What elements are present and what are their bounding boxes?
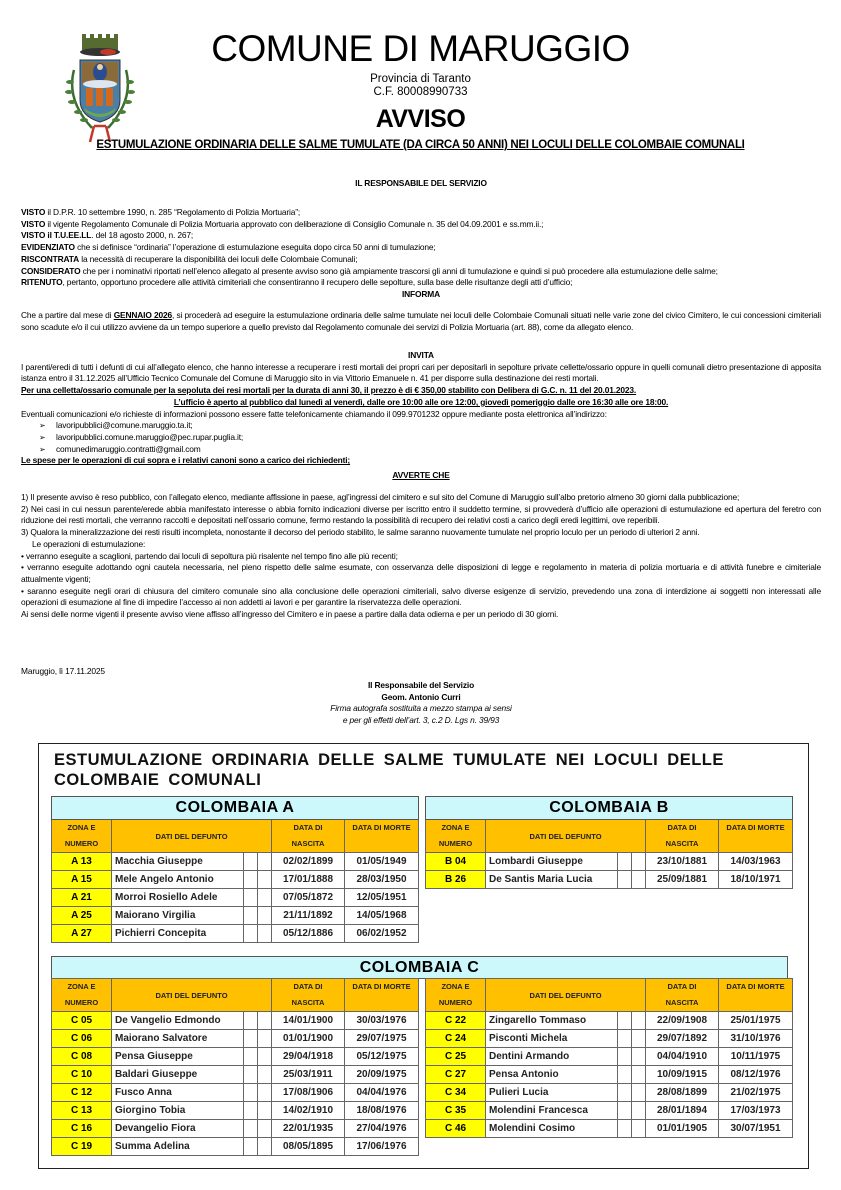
table-row (426, 871, 793, 889)
operation-item: • saranno eseguite negli orari di chiusura del cimitero comunale sino alla conclusione delle operazioni cimiteriali, salvo diverse esigenze di servizio, prevedendo una zona di interdizione ai soggetti non interessati alle operazioni di esumazione al fine di impedire l’accesso ai non addetti ai lavori e per garantire la riservatezza delle operazioni. (21, 585, 821, 608)
premise-item: RISCONTRATA la necessità di recuperare la disponibilità dei loculi delle Colombaie Comunali; (21, 253, 358, 264)
deceased-list-panel (38, 743, 809, 1169)
death-date: 27/04/1976 (345, 1120, 419, 1138)
death-date: 10/11/1975 (719, 1048, 793, 1066)
place-date: Maruggio, lì 17.11.2025 (21, 666, 105, 676)
deceased-name: De Santis Maria Lucia (486, 871, 618, 889)
invita-heading: INVITA (408, 350, 434, 360)
death-date: 20/09/1975 (345, 1066, 419, 1084)
empty-cell (258, 1084, 272, 1102)
death-date: 25/01/1975 (719, 1012, 793, 1030)
empty-cell (618, 1066, 632, 1084)
birth-date: 01/01/1905 (646, 1120, 719, 1138)
deceased-name: Giorgino Tobia (112, 1102, 244, 1120)
premise-item: VISTO il vigente Regolamento Comunale di Polizia Mortuaria approvato con deliberazione di Consiglio Comunale n. 35 del 04.09.2001 e ss.mm.ii.; (21, 218, 544, 229)
zone-cell: A 13 (52, 853, 112, 871)
deceased-name: Molendini Francesca (486, 1102, 618, 1120)
death-date: 04/04/1976 (345, 1084, 419, 1102)
deceased-name: Macchia Giuseppe (112, 853, 244, 871)
empty-cell (632, 1048, 646, 1066)
table-row (52, 1138, 419, 1156)
empty-cell (618, 1012, 632, 1030)
zone-cell: B 26 (426, 871, 486, 889)
table-row (426, 1120, 793, 1138)
empty-cell (244, 1084, 258, 1102)
death-date: 30/03/1976 (345, 1012, 419, 1030)
zone-cell: C 34 (426, 1084, 486, 1102)
table-row (426, 1066, 793, 1084)
column-header: DATA DI MORTE (719, 979, 793, 1012)
birth-date: 14/02/1910 (272, 1102, 345, 1120)
empty-cell (258, 1030, 272, 1048)
table-colombaia-b (425, 796, 793, 889)
table-row (52, 889, 419, 907)
death-date: 31/10/1976 (719, 1030, 793, 1048)
signature-note: e per gli effetti dell’art. 3, c.2 D. Lgs n. 39/93 (342, 715, 500, 726)
zone-cell: C 27 (426, 1066, 486, 1084)
premise-item: EVIDENZIATO che si definisce “ordinaria” l’operazione di estumulazione eseguita dopo circa 50 anni di tumulazione; (21, 242, 436, 253)
death-date: 29/07/1975 (345, 1030, 419, 1048)
price-line: Per una celletta/ossario comunale per la sepoluta dei resi mortali per la durata di anni 30, il prezzo è di € 350,00 stabilito con Delibera di G.C. n. 11 del 20.01.2023. (21, 385, 637, 396)
column-header: DATA DI MORTE (345, 820, 419, 853)
empty-cell (632, 871, 646, 889)
table-row (426, 853, 793, 871)
table-row (426, 1048, 793, 1066)
empty-cell (244, 889, 258, 907)
deceased-name: Pensa Giuseppe (112, 1048, 244, 1066)
zone-cell: B 04 (426, 853, 486, 871)
municipality-title: COMUNE DI MARUGGIO (211, 28, 630, 69)
birth-date: 14/01/1900 (272, 1012, 345, 1030)
deceased-name: Devangelio Fiora (112, 1120, 244, 1138)
empty-cell (632, 853, 646, 871)
avverte-item: 3) Qualora la mineralizzazione dei resti risulti incompleta, nonostante il decorso del periodo stabilito, le salme saranno nuovamente tumulate nel proprio loculo per un periodo di ulteriori 2 anni. (21, 527, 700, 538)
empty-cell (258, 871, 272, 889)
email-link[interactable]: ➢ lavoripubblici@comune.maruggio.ta.it; (39, 420, 821, 432)
birth-date: 04/04/1910 (646, 1048, 719, 1066)
death-date: 18/10/1971 (719, 871, 793, 889)
birth-date: 17/08/1906 (272, 1084, 345, 1102)
table-row (52, 1030, 419, 1048)
empty-cell (618, 1120, 632, 1138)
zone-cell: C 06 (52, 1030, 112, 1048)
zone-cell: C 16 (52, 1120, 112, 1138)
signature-name: Geom. Antonio Curri (381, 691, 461, 702)
deceased-name: De Vangelio Edmondo (112, 1012, 244, 1030)
death-date: 06/02/1952 (345, 925, 419, 943)
death-date: 14/05/1968 (345, 907, 419, 925)
empty-cell (244, 1048, 258, 1066)
column-header: DATI DEL DEFUNTO (112, 979, 272, 1012)
birth-date: 21/11/1892 (272, 907, 345, 925)
signature-role: Il Responsabile del Servizio (367, 680, 475, 690)
responsabile-heading: IL RESPONSABILE DEL SERVIZIO (355, 178, 487, 188)
table-row (52, 907, 419, 925)
empty-cell (632, 1012, 646, 1030)
operations-intro: Le operazioni di estumulazione: (32, 538, 146, 549)
list-title: ESTUMULAZIONE ORDINARIA DELLE SALME TUMULATE NEI LOCULI DELLE COLOMBAIE COMUNALI (54, 751, 724, 789)
table-row (426, 1012, 793, 1030)
table-row (426, 1030, 793, 1048)
column-header: ZONA E NUMERO (52, 979, 112, 1012)
empty-cell (632, 1120, 646, 1138)
deceased-name: Zingarello Tommaso (486, 1012, 618, 1030)
empty-cell (244, 1030, 258, 1048)
table-title: COLOMBAIA B (426, 797, 793, 820)
zone-cell: C 19 (52, 1138, 112, 1156)
deceased-name: Pisconti Michela (486, 1030, 618, 1048)
empty-cell (244, 925, 258, 943)
empty-cell (258, 907, 272, 925)
deceased-name: Maiorano Salvatore (112, 1030, 244, 1048)
notice-heading: AVVISO (375, 105, 466, 133)
table-row (426, 1084, 793, 1102)
invita-block (21, 350, 821, 482)
column-header: ZONA E NUMERO (52, 820, 112, 853)
birth-date: 29/04/1918 (272, 1048, 345, 1066)
column-header: DATA DI NASCITA (646, 979, 719, 1012)
deceased-name: Molendini Cosimo (486, 1120, 618, 1138)
email-link[interactable]: ➢ comunedimaruggio.contratti@gmail.com (39, 444, 821, 456)
column-header: DATA DI NASCITA (272, 820, 345, 853)
birth-date: 02/02/1899 (272, 853, 345, 871)
informa-paragraph: Che a partire dal mese di GENNAIO 2026, si procederà ad eseguire la estumulazione ordinaria delle salme tumulate nei loculi delle Colombaie Comunali situati nelle varie zone del civico Cimitero, le cui concessioni cimiteriali sono scadute e/o il cui utilizzo avviene da un tempo superiore a quello previsto dal Regolamento comunale dei servizi di Polizia Mortuaria (art. 88), come da allegato elenco. (21, 310, 821, 332)
birth-date: 28/01/1894 (646, 1102, 719, 1120)
informa-heading: INFORMA (401, 288, 441, 299)
death-date: 28/03/1950 (345, 871, 419, 889)
zone-cell: C 25 (426, 1048, 486, 1066)
zone-cell: C 08 (52, 1048, 112, 1066)
province-label: Provincia di Taranto (370, 73, 471, 85)
table-row (52, 1066, 419, 1084)
operation-item: • verranno eseguite adottando ogni cautela necessaria, nel pieno rispetto delle salme esumate, con osservanza delle disposizioni di legge e regolamento in materia di polizia mortuaria e di attività funebre e cimiteriale attualmente vigenti; (21, 562, 821, 584)
empty-cell (244, 871, 258, 889)
deceased-name: Fusco Anna (112, 1084, 244, 1102)
empty-cell (258, 1102, 272, 1120)
operation-item: • verranno eseguite a scaglioni, partendo dai loculi di sepoltura più risalente nel tempo fino alle più recenti; (21, 550, 398, 561)
empty-cell (244, 1138, 258, 1156)
notice-subtitle: ESTUMULAZIONE ORDINARIA DELLE SALME TUMULATE (DA CIRCA 50 ANNI) NEI LOCULI DELLE COLOMBAIE COMUNALI (96, 139, 745, 151)
table-row (52, 1012, 419, 1030)
column-header: DATA DI MORTE (345, 979, 419, 1012)
premise-item: CONSIDERATO che per i nominativi riportati nell’elenco allegato al presente avviso sono già ampiamente trascorsi gli anni di tumulazione e quindi si può procedere alla estumulazione delle salme; (21, 265, 718, 276)
table-row (52, 853, 419, 871)
birth-date: 25/03/1911 (272, 1066, 345, 1084)
death-date: 17/03/1973 (719, 1102, 793, 1120)
column-header: ZONA E NUMERO (426, 820, 486, 853)
column-header: ZONA E NUMERO (426, 979, 486, 1012)
deceased-name: Summa Adelina (112, 1138, 244, 1156)
birth-date: 08/05/1895 (272, 1138, 345, 1156)
death-date: 18/08/1976 (345, 1102, 419, 1120)
death-date: 17/06/1976 (345, 1138, 419, 1156)
fiscal-code: C.F. 80008990733 (373, 86, 468, 98)
signature-note: Firma autografa sostituita a mezzo stampa ai sensi (330, 703, 512, 714)
deceased-name: Morroi Rosiello Adele (112, 889, 244, 907)
empty-cell (244, 1102, 258, 1120)
column-header: DATA DI NASCITA (646, 820, 719, 853)
empty-cell (618, 1084, 632, 1102)
empty-cell (244, 1120, 258, 1138)
zone-cell: A 27 (52, 925, 112, 943)
empty-cell (618, 1030, 632, 1048)
death-date: 12/05/1951 (345, 889, 419, 907)
deceased-name: Pichierri Concepita (112, 925, 244, 943)
avverte-heading: AVVERTE CHE (392, 470, 450, 481)
deceased-name: Baldari Giuseppe (112, 1066, 244, 1084)
birth-date: 23/10/1881 (646, 853, 719, 871)
column-header: DATA DI MORTE (719, 820, 793, 853)
empty-cell (258, 925, 272, 943)
avverte-item: 2) Nei casi in cui nessun parente/erede abbia manifestato interesse o abbia fornito indicazioni diverse per iscritto entro il suddetto termine, si provvederà d’ufficio alle operazioni di estumulazione ed apertura del feretro con riduzione dei resti mortali, che verranno raccolti e depositati nell’ossario comune, fermo restando la possibilità di recupero dei relativi costi a carico degli eredi legittimi, ove reperibili. (21, 503, 821, 526)
contact-intro: Eventuali comunicazioni e/o richieste di informazioni possono essere fatte telefonicamente chiamando il 099.9701232 oppure mediante posta elettronica all’indirizzo: (21, 408, 607, 419)
table-row (52, 1084, 419, 1102)
zone-cell: A 21 (52, 889, 112, 907)
empty-cell (618, 853, 632, 871)
table-colombaia-c-right (425, 978, 793, 1138)
affissione-line: Ai sensi delle norme vigenti il presente avviso viene affisso all’ingresso del Cimitero e in paese a partire dalla data odierna e per un periodo di 30 giorni. (21, 609, 559, 620)
death-date: 05/12/1975 (345, 1048, 419, 1066)
column-header: DATA DI NASCITA (272, 979, 345, 1012)
premise-item: VISTO il T.U.EE.LL. del 18 agosto 2000, n. 267; (21, 230, 194, 241)
start-date: GENNAIO 2026 (113, 310, 173, 320)
birth-date: 22/09/1908 (646, 1012, 719, 1030)
zone-cell: C 22 (426, 1012, 486, 1030)
table-row (52, 1048, 419, 1066)
birth-date: 25/09/1881 (646, 871, 719, 889)
empty-cell (258, 889, 272, 907)
costs-line: Le spese per le operazioni di cui sopra e i relativi canoni sono a carico dei richiedenti; (21, 455, 351, 466)
empty-cell (258, 1066, 272, 1084)
deceased-name: Pensa Antonio (486, 1066, 618, 1084)
empty-cell (244, 907, 258, 925)
birth-date: 10/09/1915 (646, 1066, 719, 1084)
premise-item: VISTO il D.P.R. 10 settembre 1990, n. 285 “Regolamento di Polizia Mortuaria”; (21, 207, 301, 217)
table-colombaia-c-left (51, 978, 419, 1156)
empty-cell (258, 1012, 272, 1030)
death-date: 01/05/1949 (345, 853, 419, 871)
zone-cell: C 10 (52, 1066, 112, 1084)
deceased-name: Maiorano Virgilia (112, 907, 244, 925)
premise-item: RITENUTO, pertanto, opportuno procedere alle attività cimiteriali che consentiranno il recupero delle sepolture, sulla base delle risultanze degli atti d’ufficio; (21, 277, 573, 288)
table-row (52, 1120, 419, 1138)
birth-date: 05/12/1886 (272, 925, 345, 943)
zone-cell: C 46 (426, 1120, 486, 1138)
table-title: COLOMBAIA A (52, 797, 419, 820)
deceased-name: Mele Angelo Antonio (112, 871, 244, 889)
zone-cell: A 15 (52, 871, 112, 889)
table-row (426, 1102, 793, 1120)
signature-block (21, 680, 821, 727)
death-date: 21/02/1975 (719, 1084, 793, 1102)
death-date: 08/12/1976 (719, 1066, 793, 1084)
zone-cell: C 12 (52, 1084, 112, 1102)
empty-cell (244, 853, 258, 871)
empty-cell (632, 1102, 646, 1120)
empty-cell (258, 853, 272, 871)
empty-cell (244, 1066, 258, 1084)
zone-cell: C 05 (52, 1012, 112, 1030)
deceased-name: Dentini Armando (486, 1048, 618, 1066)
empty-cell (632, 1030, 646, 1048)
empty-cell (632, 1066, 646, 1084)
empty-cell (244, 1012, 258, 1030)
birth-date: 17/01/1888 (272, 871, 345, 889)
death-date: 30/07/1951 (719, 1120, 793, 1138)
email-list (21, 420, 821, 455)
empty-cell (258, 1048, 272, 1066)
empty-cell (258, 1138, 272, 1156)
table-row (52, 871, 419, 889)
column-header: DATI DEL DEFUNTO (112, 820, 272, 853)
birth-date: 22/01/1935 (272, 1120, 345, 1138)
invita-paragraph: I parenti/eredi di tutti i defunti di cui all’allegato elenco, che hanno interesse a recuperare i resti mortali dei propri cari per depositarli in sepolture private cellette/ossario oppure in quelli comunali dietro presentazione di apposita istanza entro il 31.12.2025 all’Ufficio Tecnico Comunale del Comune di Maruggio sito in via Vittorio Emanuele n. 41 per disporre sulla destinazione dei resti mortali. (21, 361, 821, 384)
table-colombaia-a (51, 796, 419, 943)
zone-cell: C 35 (426, 1102, 486, 1120)
office-hours: L’ufficio è aperto al pubblico dal lunedì al venerdì, dalle ore 10:00 alle ore 12:00, giovedì pomeriggio dalle ore 16:30 alle ore 18:00. (173, 396, 669, 407)
death-date: 14/03/1963 (719, 853, 793, 871)
column-header: DATI DEL DEFUNTO (486, 820, 646, 853)
birth-date: 07/05/1872 (272, 889, 345, 907)
zone-cell: C 13 (52, 1102, 112, 1120)
table-row (52, 925, 419, 943)
empty-cell (632, 1084, 646, 1102)
empty-cell (618, 1102, 632, 1120)
birth-date: 01/01/1900 (272, 1030, 345, 1048)
email-link[interactable]: ➢ lavoripubblici.comune.maruggio@pec.rupar.puglia.it; (39, 432, 821, 444)
empty-cell (618, 871, 632, 889)
birth-date: 29/07/1892 (646, 1030, 719, 1048)
column-header: DATI DEL DEFUNTO (486, 979, 646, 1012)
deceased-name: Pulieri Lucia (486, 1084, 618, 1102)
zone-cell: A 25 (52, 907, 112, 925)
avverte-item: 1) Il presente avviso è reso pubblico, con l’allegato elenco, mediante affissione in paese, agl’ingressi del cimitero e sul sito del Comune di Maruggio sull’albo pretorio almeno 30 giorni dalla pubblicazione; (21, 492, 740, 502)
avverte-block (21, 492, 821, 621)
deceased-name: Lombardi Giuseppe (486, 853, 618, 871)
zone-cell: C 24 (426, 1030, 486, 1048)
empty-cell (618, 1048, 632, 1066)
premises-block (21, 207, 821, 301)
birth-date: 28/08/1899 (646, 1084, 719, 1102)
table-row (52, 1102, 419, 1120)
empty-cell (258, 1120, 272, 1138)
table-title-colombaia-c: COLOMBAIA C (51, 956, 788, 979)
